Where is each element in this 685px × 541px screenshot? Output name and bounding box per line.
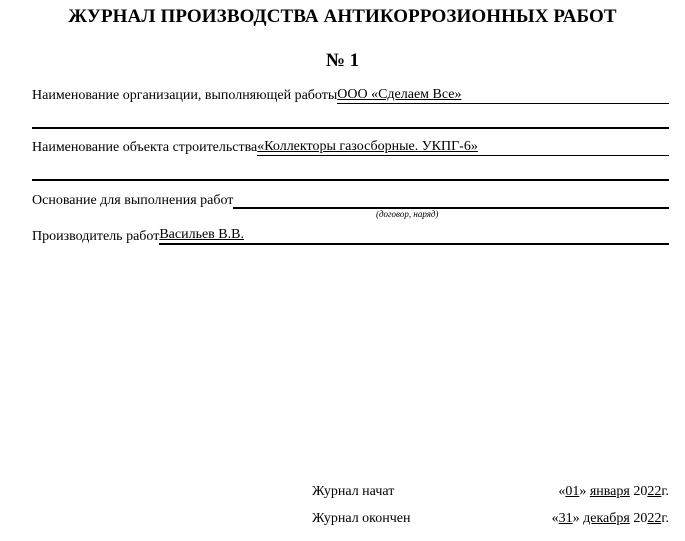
journal-ended-row	[312, 511, 669, 527]
ended-day: 31	[558, 511, 573, 526]
object-continuation-line	[32, 179, 669, 181]
journal-started-label: Журнал начат	[312, 484, 395, 499]
started-year-suffix: 22	[647, 484, 662, 499]
quote-close: »	[572, 511, 584, 526]
started-year-abbr: г.	[661, 484, 669, 499]
object-value: «Коллекторы газосборные. УКПГ-6»	[257, 139, 478, 154]
basis-field	[233, 191, 669, 209]
started-month: января	[589, 484, 630, 499]
journal-ended-label: Журнал окончен	[312, 511, 411, 526]
basis-row	[32, 191, 669, 209]
ended-year-abbr: г.	[661, 511, 669, 526]
quote-open: «	[551, 511, 559, 526]
ended-month: декабря	[583, 511, 630, 526]
organization-label: Наименование организации, выполняющей работы	[32, 88, 338, 103]
journal-started-date	[558, 484, 669, 500]
organization-field	[337, 87, 669, 104]
ended-year-suffix: 22	[647, 511, 662, 526]
object-label: Наименование объекта строительства	[32, 140, 258, 155]
journal-started-row	[312, 484, 669, 500]
manager-value: Васильев В.В.	[159, 227, 244, 242]
object-row	[32, 139, 669, 156]
ended-year-prefix: 20	[629, 511, 648, 526]
organization-row	[32, 87, 669, 104]
object-field	[257, 139, 669, 156]
manager-field	[159, 227, 669, 245]
journal-number: № 1	[325, 50, 360, 71]
started-year-prefix: 20	[629, 484, 648, 499]
basis-label: Основание для выполнения работ	[32, 193, 234, 208]
quote-close: »	[579, 484, 590, 499]
manager-label: Производитель работ	[32, 229, 160, 244]
manager-row	[32, 227, 669, 245]
page-title: ЖУРНАЛ ПРОИЗВОДСТВА АНТИКОРРОЗИОННЫХ РАБОТ	[68, 6, 617, 27]
quote-open: «	[558, 484, 566, 499]
basis-hint: (договор, наряд)	[376, 209, 439, 219]
journal-ended-date	[552, 511, 669, 527]
started-day: 01	[565, 484, 580, 499]
organization-continuation-line	[32, 127, 669, 129]
organization-value: ООО «Сделаем Все»	[337, 87, 462, 102]
